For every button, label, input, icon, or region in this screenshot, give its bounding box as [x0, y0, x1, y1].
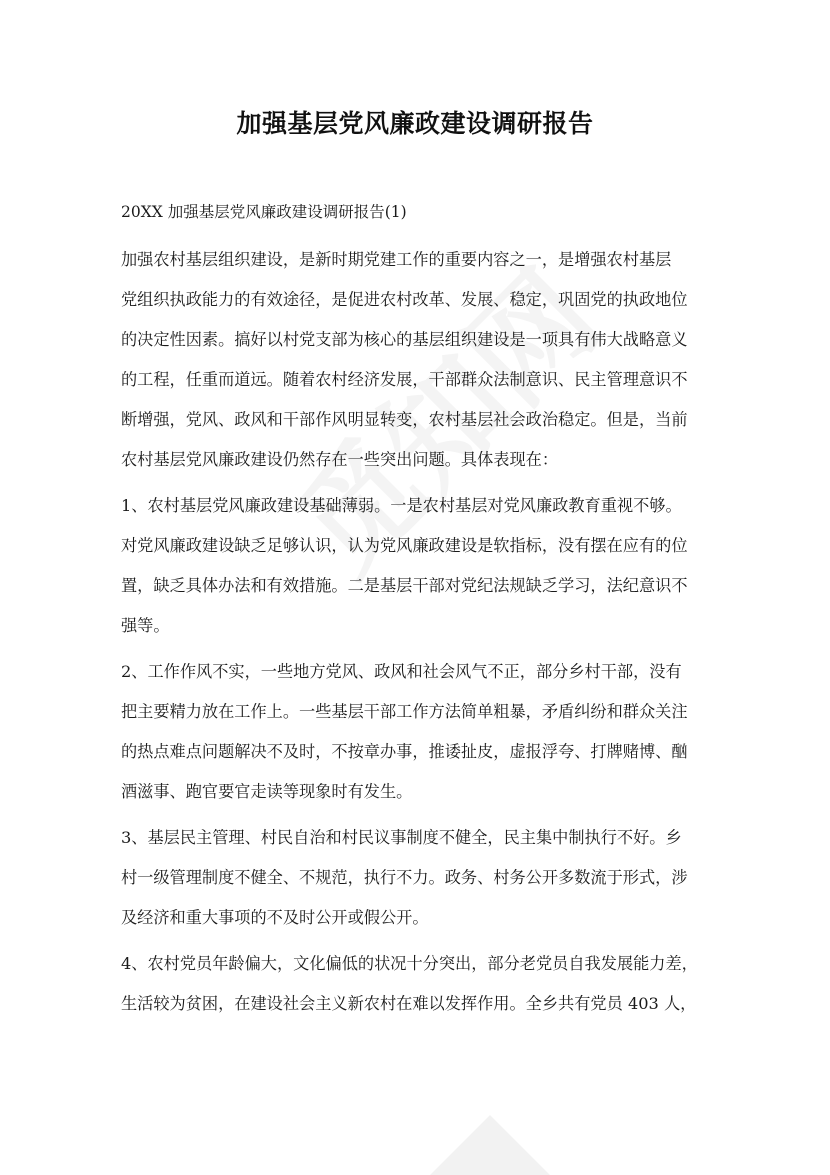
- text-line: 1、农村基层党风廉政建设基础薄弱。一是农村基层对党风廉政教育重视不够。: [121, 496, 682, 515]
- text-line: 断增强，党风、政风和干部作风明显转变，农村基层社会政治稳定。但是，当前: [121, 410, 688, 429]
- text-line: 村一级管理制度不健全、不规范，执行不力。政务、村务公开多数流于形式，涉: [121, 868, 688, 887]
- document-title: 加强基层党风廉政建设调研报告: [236, 109, 594, 138]
- text-line: 的决定性因素。搞好以村党支部为核心的基层组织建设是一项具有伟大战略意义: [121, 330, 688, 349]
- section-heading: 20XX 加强基层党风廉政建设调研报告(1): [121, 203, 407, 221]
- text-line: 对党风廉政建设缺乏足够认识，认为党风廉政建设是软指标，没有摆在应有的位: [121, 536, 688, 555]
- text-line: 酒滋事、跑官要官走读等现象时有发生。: [121, 782, 413, 801]
- text-line: 3、基层民主管理、村民自治和村民议事制度不健全，民主集中制执行不好。乡: [121, 828, 682, 847]
- text-line: 置，缺乏具体办法和有效措施。二是基层干部对党纪法规缺乏学习，法纪意识不: [121, 576, 688, 595]
- text-line: 的热点难点问题解决不及时，不按章办事，推诿扯皮，虚报浮夸、打牌赌博、酗: [121, 742, 688, 761]
- paragraph-item-3: [121, 818, 711, 938]
- document-body: [121, 196, 711, 1030]
- text-line: 农村基层党风廉政建设仍然存在一些突出问题。具体表现在：: [121, 450, 559, 469]
- text-line: 及经济和重大事项的不及时公开或假公开。: [121, 908, 429, 927]
- text-line: 4、农村党员年龄偏大，文化偏低的状况十分突出，部分老党员自我发展能力差，: [121, 954, 698, 973]
- text-line: 的工程，任重而道远。随着农村经济发展，干部群众法制意识、民主管理意识不: [121, 370, 688, 389]
- text-line: 生活较为贫困，在建设社会主义新农村在难以发挥作用。全乡共有党员 403 人，: [121, 994, 697, 1013]
- text-line: 2、工作作风不实，一些地方党风、政风和社会风气不正，部分乡村干部，没有: [121, 662, 682, 681]
- paragraph-item-2: [121, 652, 711, 812]
- watermark-logo-icon: [430, 1115, 550, 1175]
- text-line: 党组织执政能力的有效途径，是促进农村改革、发展、稳定，巩固党的执政地位: [121, 290, 688, 309]
- paragraph-item-1: [121, 486, 711, 646]
- text-line: 强等。: [121, 616, 170, 635]
- text-line: 加强农村基层组织建设，是新时期党建工作的重要内容之一，是增强农村基层: [121, 250, 672, 269]
- paragraph-intro: [121, 240, 711, 480]
- paragraph-item-4: [121, 944, 711, 1024]
- text-line: 把主要精力放在工作上。一些基层干部工作方法简单粗暴，矛盾纠纷和群众关注: [121, 702, 688, 721]
